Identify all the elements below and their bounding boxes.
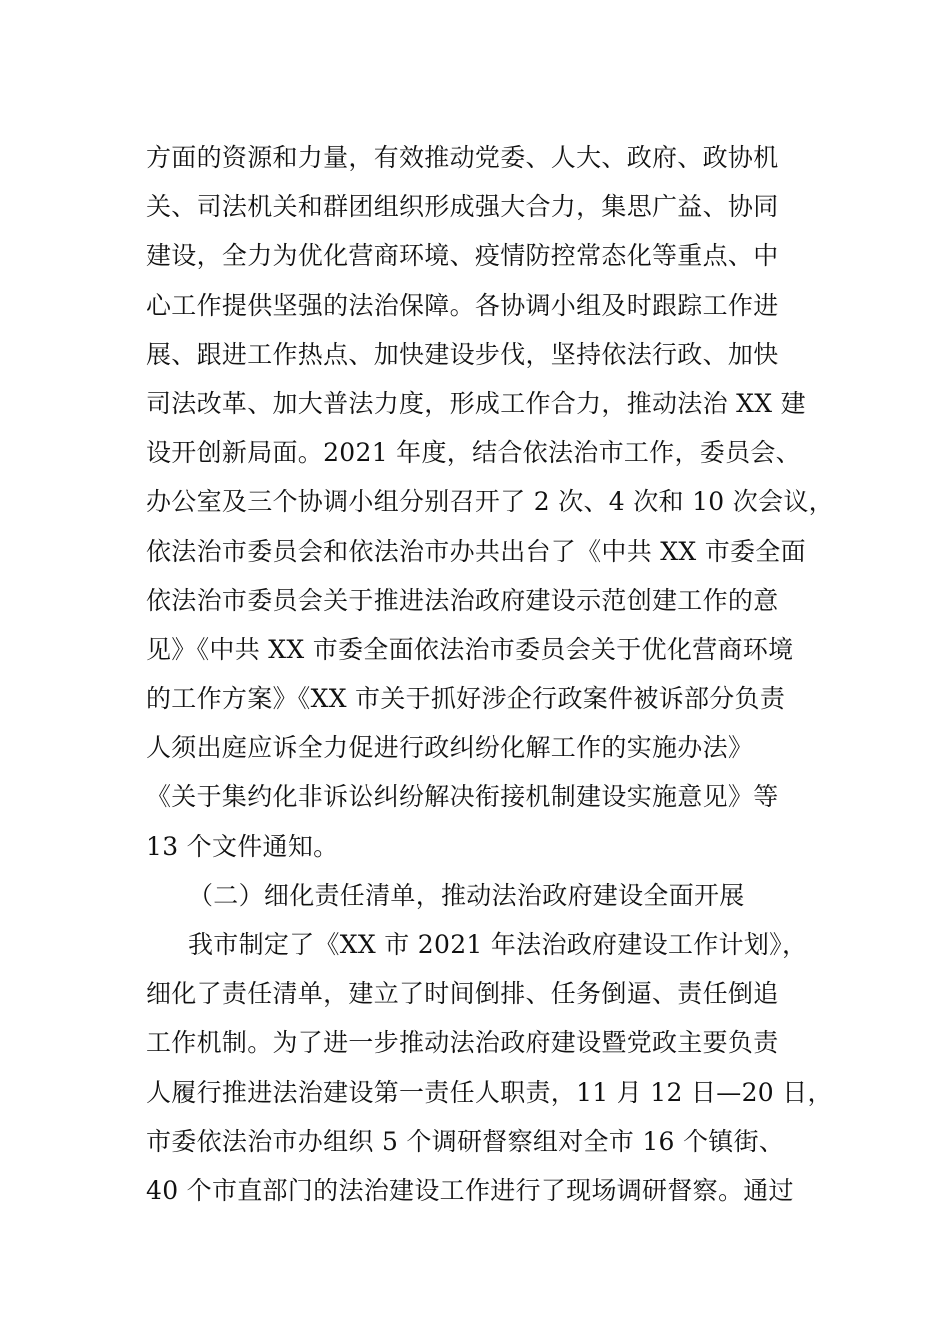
text-line: 的工作方案》《XX 市关于抓好涉企行政案件被诉部分负责 (146, 684, 786, 714)
text-line: 依法治市委员会关于推进法治政府建设示范创建工作的意 (146, 585, 779, 615)
text-line: 我市制定了《XX 市 2021 年法治政府建设工作计划》， (188, 930, 808, 959)
text-line: 心工作提供坚强的法治保障。各协调小组及时跟踪工作进 (146, 290, 779, 320)
text-line: 细化了责任清单，建立了时间倒排、任务倒逼、责任倒追 (146, 979, 779, 1009)
text-line: 13 个文件通知。 (146, 831, 339, 861)
text-line: 关、司法机关和群团组织形成强大合力，集思广益、协同 (146, 192, 779, 222)
text-line: 工作机制。为了进一步推动法治政府建设暨党政主要负责 (146, 1028, 779, 1058)
text-line: 《关于集约化非诉讼纠纷解决衔接机制建设实施意见》等 (146, 782, 779, 812)
text-line: 依法治市委员会和依法治市办共出台了《中共 XX 市委全面 (146, 536, 806, 566)
text-line: 司法改革、加大普法力度，形成工作合力，推动法治 XX 建 (146, 388, 806, 418)
text-line: 市委依法治市办组织 5 个调研督察组对全市 16 个镇街、 (146, 1126, 785, 1156)
text-line: 见》《中共 XX 市委全面依法治市委员会关于优化营商环境 (146, 634, 794, 664)
text-line: 建设，全力为优化营商环境、疫情防控常态化等重点、中 (146, 241, 779, 271)
section-heading: （二）细化责任清单，推动法治政府建设全面开展 (188, 880, 745, 910)
text-line: 设开创新局面。2021 年度，结合依法治市工作，委员会、 (146, 438, 801, 468)
text-line: 人履行推进法治建设第一责任人职责，11 月 12 日—20 日， (146, 1077, 833, 1107)
text-line: 办公室及三个协调小组分别召开了 2 次、4 次和 10 次会议， (146, 487, 834, 517)
text-line: 40 个市直部门的法治建设工作进行了现场调研督察。通过 (146, 1175, 794, 1205)
text-line: 展、跟进工作热点、加快建设步伐，坚持依法行政、加快 (146, 339, 779, 369)
text-line: 方面的资源和力量，有效推动党委、人大、政府、政协机 (146, 143, 779, 172)
document-body (146, 133, 834, 1215)
text-line: 人须出庭应诉全力促进行政纠纷化解工作的实施办法》 (146, 733, 754, 763)
